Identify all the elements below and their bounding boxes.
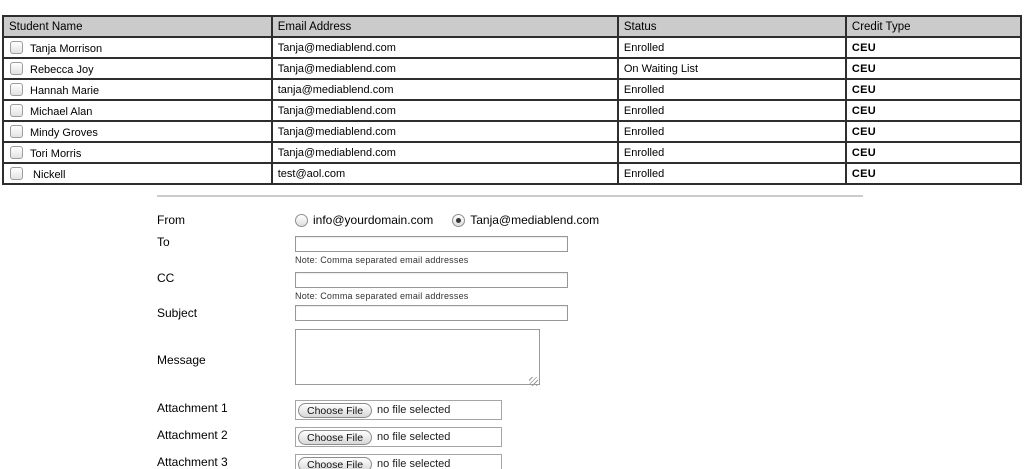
student-credit-type: CEU [846,163,1021,184]
cc-row [157,270,867,301]
row-checkbox[interactable] [10,167,23,180]
subject-label: Subject [157,306,198,320]
student-email: Tanja@mediablend.com [272,37,618,58]
table-row [3,58,1021,79]
student-email: tanja@mediablend.com [272,79,618,100]
message-row [157,329,867,390]
table-row [3,121,1021,142]
section-divider [157,195,863,197]
attachment-3-row [157,454,867,469]
to-label: To [157,235,170,249]
cc-input[interactable] [295,272,568,288]
student-name: Rebecca Joy [30,63,94,76]
file-status-text: no file selected [377,458,451,469]
row-checkbox[interactable] [10,83,23,96]
table-row [3,142,1021,163]
message-label: Message [157,352,206,367]
resize-grip-icon[interactable] [529,377,538,386]
cc-label: CC [157,271,175,285]
table-row [3,100,1021,121]
from-radio-group [295,212,618,228]
student-status: Enrolled [618,79,846,100]
from-radio-info[interactable] [295,214,308,227]
student-credit-type: CEU [846,79,1021,100]
student-name: Mindy Groves [30,126,98,139]
attachment-2-row [157,427,867,447]
students-table [2,15,1022,185]
from-option-label[interactable]: Tanja@mediablend.com [470,213,600,227]
message-textarea[interactable] [295,329,540,385]
table-row [3,79,1021,100]
student-status: Enrolled [618,142,846,163]
student-email: test@aol.com [272,163,618,184]
student-name: Michael Alan [30,105,93,118]
choose-file-button[interactable]: Choose File [298,403,372,418]
from-label: From [157,213,185,227]
student-status: Enrolled [618,121,846,142]
student-name: Tori Morris [30,147,82,160]
row-checkbox[interactable] [10,125,23,138]
attachment-1-file-input[interactable] [295,400,502,420]
student-credit-type: CEU [846,100,1021,121]
column-header-student-name: Student Name [3,16,272,37]
student-status: On Waiting List [618,58,846,79]
subject-row [157,305,867,321]
student-status: Enrolled [618,37,846,58]
cc-note: Note: Comma separated email addresses [295,291,469,301]
student-credit-type: CEU [846,37,1021,58]
attachment-3-file-input[interactable] [295,454,502,469]
email-form [157,212,867,469]
to-input[interactable] [295,236,568,252]
student-status: Enrolled [618,100,846,121]
attachment-1-label: Attachment 1 [157,401,228,415]
file-status-text: no file selected [377,404,451,416]
row-checkbox[interactable] [10,62,23,75]
column-header-credit-type: Credit Type [846,16,1021,37]
choose-file-button[interactable]: Choose File [298,457,372,469]
attachment-2-label: Attachment 2 [157,428,228,442]
student-email: Tanja@mediablend.com [272,142,618,163]
table-row [3,37,1021,58]
student-email: Tanja@mediablend.com [272,121,618,142]
column-header-status: Status [618,16,846,37]
to-row [157,234,867,265]
from-option-label[interactable]: info@yourdomain.com [313,213,434,227]
student-credit-type: CEU [846,142,1021,163]
student-name: Hannah Marie [30,84,100,97]
from-row [157,212,867,228]
to-note: Note: Comma separated email addresses [295,255,469,265]
row-checkbox[interactable] [10,41,23,54]
attachment-1-row [157,400,867,420]
attachment-2-file-input[interactable] [295,427,502,447]
from-radio-tanja[interactable] [452,214,465,227]
row-checkbox[interactable] [10,146,23,159]
student-name: Tanja Morrison [30,42,103,55]
student-credit-type: CEU [846,121,1021,142]
student-email: Tanja@mediablend.com [272,100,618,121]
student-status: Enrolled [618,163,846,184]
table-row [3,163,1021,184]
student-credit-type: CEU [846,58,1021,79]
table-header-row [3,16,1021,37]
student-name: Nickell [30,168,66,181]
student-email: Tanja@mediablend.com [272,58,618,79]
file-status-text: no file selected [377,431,451,443]
row-checkbox[interactable] [10,104,23,117]
column-header-email-address: Email Address [272,16,618,37]
choose-file-button[interactable]: Choose File [298,430,372,445]
subject-input[interactable] [295,305,568,321]
attachment-3-label: Attachment 3 [157,455,228,469]
